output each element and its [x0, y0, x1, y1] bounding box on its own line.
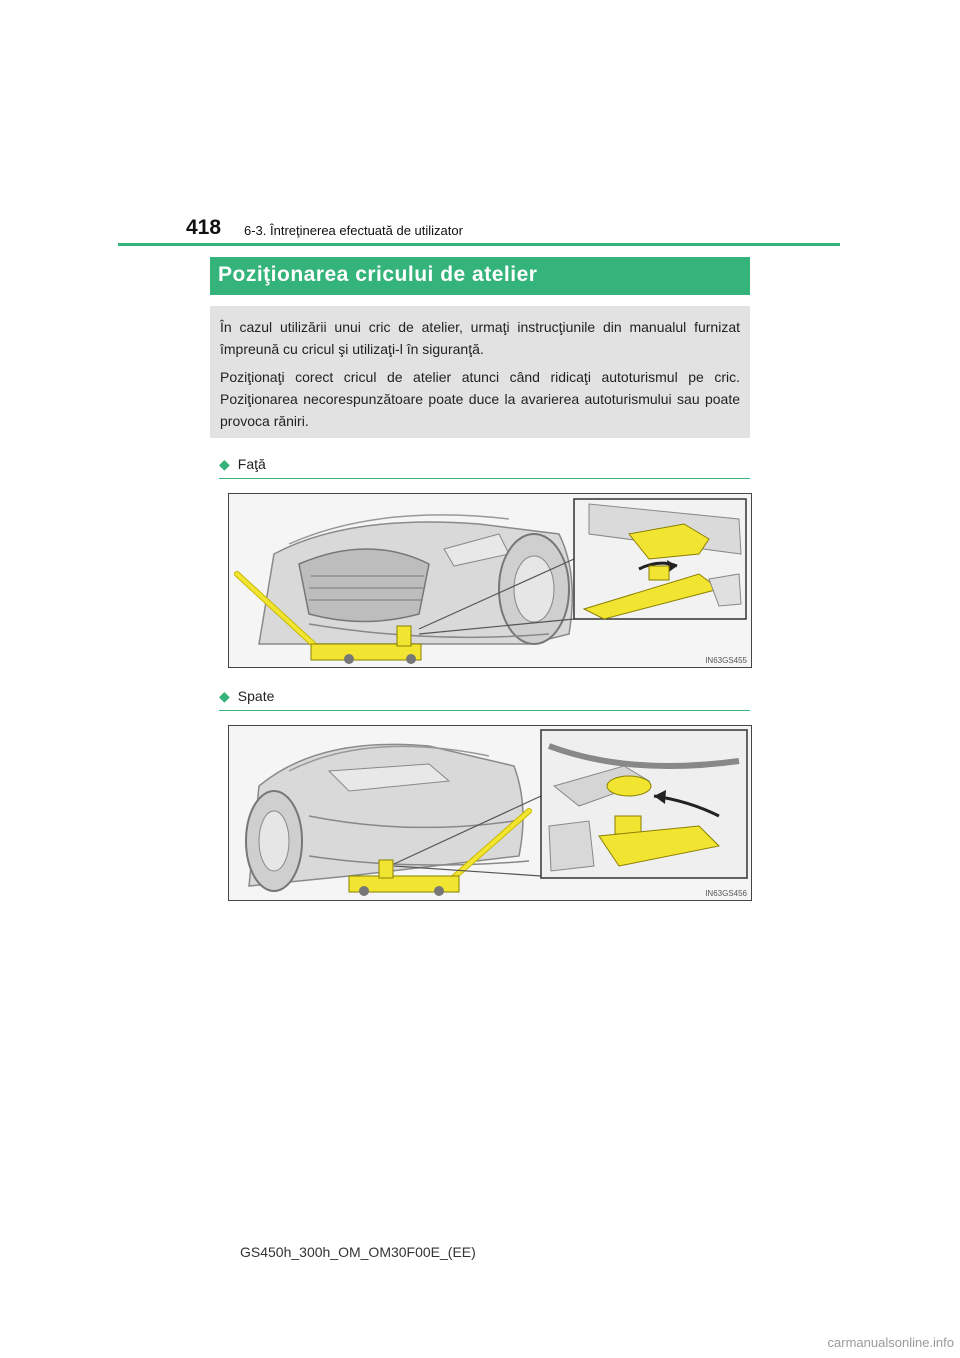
front-heading — [219, 456, 266, 473]
rear-jack-illustration — [229, 726, 751, 900]
section-title: 6-3. Întreţinerea efectuată de utilizator — [244, 223, 463, 238]
rear-figure — [228, 725, 752, 901]
info-box — [210, 306, 750, 438]
rear-inset — [541, 730, 747, 878]
front-label: Faţă — [237, 456, 266, 472]
header-rule — [118, 243, 840, 246]
page-number: 418 — [186, 216, 222, 239]
footer-code: GS450h_300h_OM_OM30F00E_(EE) — [240, 1244, 476, 1260]
grille-icon — [299, 549, 429, 622]
rear-label: Spate — [237, 688, 275, 704]
page-heading: Poziţionarea cricului de atelier — [218, 263, 538, 286]
info-paragraph-2: Poziţionaţi corect cricul de atelier atunci când ridicaţi autoturismul pe cric. Poziţionarea necorespunzătoare poate duce la avarierea autoturismului sau poate provoca răniri. — [220, 369, 740, 429]
rear-rule — [219, 710, 750, 711]
diamond-icon: ◆ — [219, 688, 230, 704]
front-figure-code: IN63GS455 — [705, 656, 747, 665]
heading-bar — [210, 257, 750, 295]
front-jack-illustration — [229, 494, 751, 667]
info-paragraph-1: În cazul utilizării unui cric de atelier, urmaţi instrucţiunile din manualul furnizat împreună cu cricul şi utilizaţi-l în siguranţă. — [220, 319, 740, 357]
diamond-icon: ◆ — [219, 456, 230, 472]
front-inset — [574, 499, 746, 619]
rear-figure-code: IN63GS456 — [705, 889, 747, 898]
front-figure — [228, 493, 752, 668]
watermark: carmanualsonline.info — [827, 1335, 954, 1350]
front-rule — [219, 478, 750, 479]
rear-heading — [219, 688, 274, 705]
